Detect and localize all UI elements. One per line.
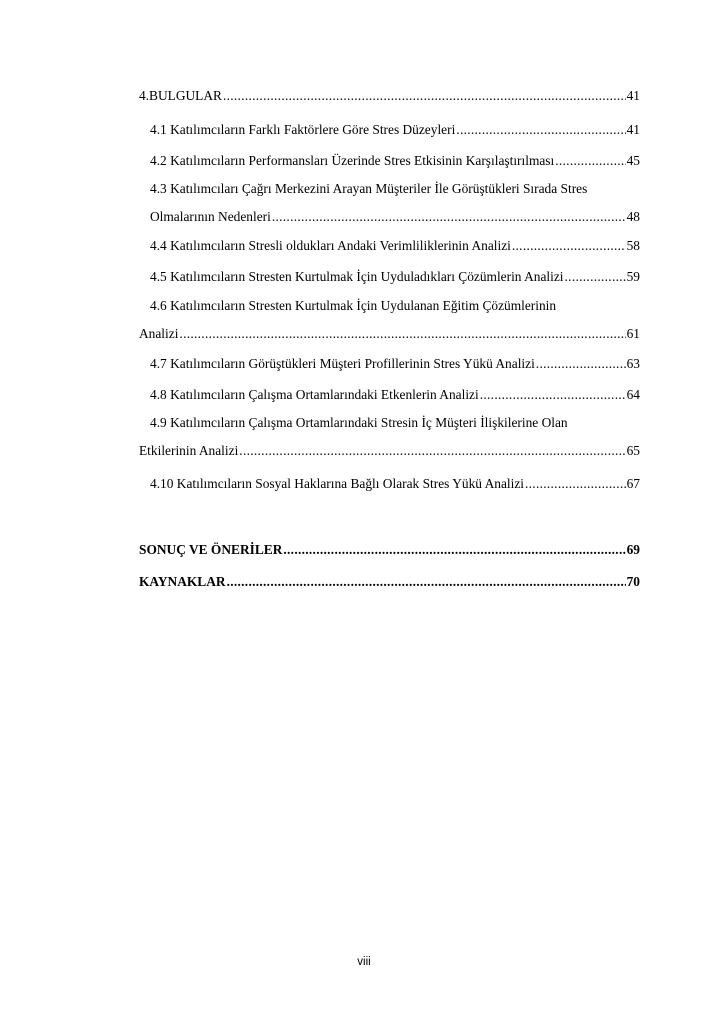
page-number: viii — [357, 956, 371, 968]
toc-entry-4-4 — [150, 237, 640, 255]
toc-entry-4-1 — [150, 121, 640, 139]
toc-entry-sonuc — [139, 541, 640, 559]
toc-entry-kaynaklar — [139, 573, 640, 591]
table-of-contents — [139, 0, 640, 1030]
toc-entry-4-3-cont — [150, 208, 640, 226]
toc-entry-4-2 — [150, 152, 640, 170]
toc-entry-title: 4.4 Katılımcıların Stresli oldukları Andaki Verimliliklerinin Analizi — [150, 238, 511, 253]
toc-entry-4-9-cont — [139, 442, 640, 460]
toc-entry-title: 4.5 Katılımcıların Stresten Kurtulmak İçin Uyduladıkları Çözümlerin Analizi — [150, 269, 564, 284]
dot-leader — [480, 386, 626, 404]
toc-entry-page: 61 — [626, 326, 640, 341]
toc-entry-page: 64 — [626, 387, 640, 402]
dot-leader — [283, 541, 625, 559]
toc-entry-title-line1: 4.6 Katılımcıların Stresten Kurtulmak İçin Uydulanan Eğitim Çözümlerinin — [150, 298, 557, 313]
toc-entry-title: 4.10 Katılımcıların Sosyal Haklarına Bağlı Olarak Stres Yükü Analizi — [150, 476, 524, 491]
toc-entry-title: 4.2 Katılımcıların Performansları Üzerinde Stres Etkisinin Karşılaştırılması — [150, 153, 555, 168]
toc-entry-title-line1: 4.9 Katılımcıların Çalışma Ortamlarındaki Stresin İç Müşteri İlişkilerine Olan — [150, 415, 568, 430]
toc-entry-title-line1: 4.3 Katılımcıları Çağrı Merkezini Arayan Müşteriler İle Görüştükleri Sırada Stres — [150, 181, 588, 196]
dot-leader — [223, 87, 626, 105]
toc-entry-title: 4.7 Katılımcıların Görüştükleri Müşteri Profillerinin Stres Yükü Analizi — [150, 356, 535, 371]
toc-entry-title: SONUÇ VE ÖNERİLER — [139, 542, 283, 557]
dot-leader — [456, 121, 625, 139]
toc-entry-page: 45 — [626, 153, 640, 168]
toc-entry-page: 70 — [626, 574, 640, 589]
toc-entry-title: 4.1 Katılımcıların Farklı Faktörlere Göre Stres Düzeyleri — [150, 122, 456, 137]
toc-entry-4-5 — [150, 268, 640, 286]
dot-leader — [555, 152, 625, 170]
toc-entry-title-line2: Olmalarının Nedenleri — [150, 209, 271, 224]
toc-entry-page: 63 — [626, 356, 640, 371]
toc-entry-4-3 — [150, 180, 640, 198]
dot-leader — [536, 355, 626, 373]
toc-entry-page: 69 — [626, 542, 640, 557]
toc-entry-page: 41 — [626, 88, 640, 103]
dot-leader — [227, 573, 626, 591]
toc-entry-page: 67 — [626, 476, 640, 491]
dot-leader — [525, 475, 626, 493]
toc-entry-4-7 — [150, 355, 640, 373]
toc-entry-4-9 — [150, 414, 640, 432]
dot-leader — [179, 325, 625, 343]
dot-leader — [512, 237, 626, 255]
toc-entry-page: 59 — [626, 269, 640, 284]
dot-leader — [565, 268, 626, 286]
toc-entry-page: 58 — [626, 238, 640, 253]
toc-entry-4-8 — [150, 386, 640, 404]
toc-entry-page: 41 — [626, 122, 640, 137]
toc-entry-4-6-cont — [139, 325, 640, 343]
toc-entry-page: 48 — [626, 209, 640, 224]
toc-entry-title: 4.BULGULAR — [139, 88, 222, 103]
toc-entry-title: KAYNAKLAR — [139, 574, 226, 589]
toc-entry-4-6 — [150, 297, 640, 315]
toc-entry-title-line2: Analizi — [139, 326, 179, 341]
toc-entry-4-10 — [150, 475, 640, 493]
toc-entry-title-line2: Etkilerinin Analizi — [139, 443, 239, 458]
dot-leader — [272, 208, 626, 226]
toc-entry-page: 65 — [626, 443, 640, 458]
toc-entry-bulgular — [139, 87, 640, 105]
toc-entry-title: 4.8 Katılımcıların Çalışma Ortamlarındaki Etkenlerin Analizi — [150, 387, 479, 402]
dot-leader — [239, 442, 625, 460]
